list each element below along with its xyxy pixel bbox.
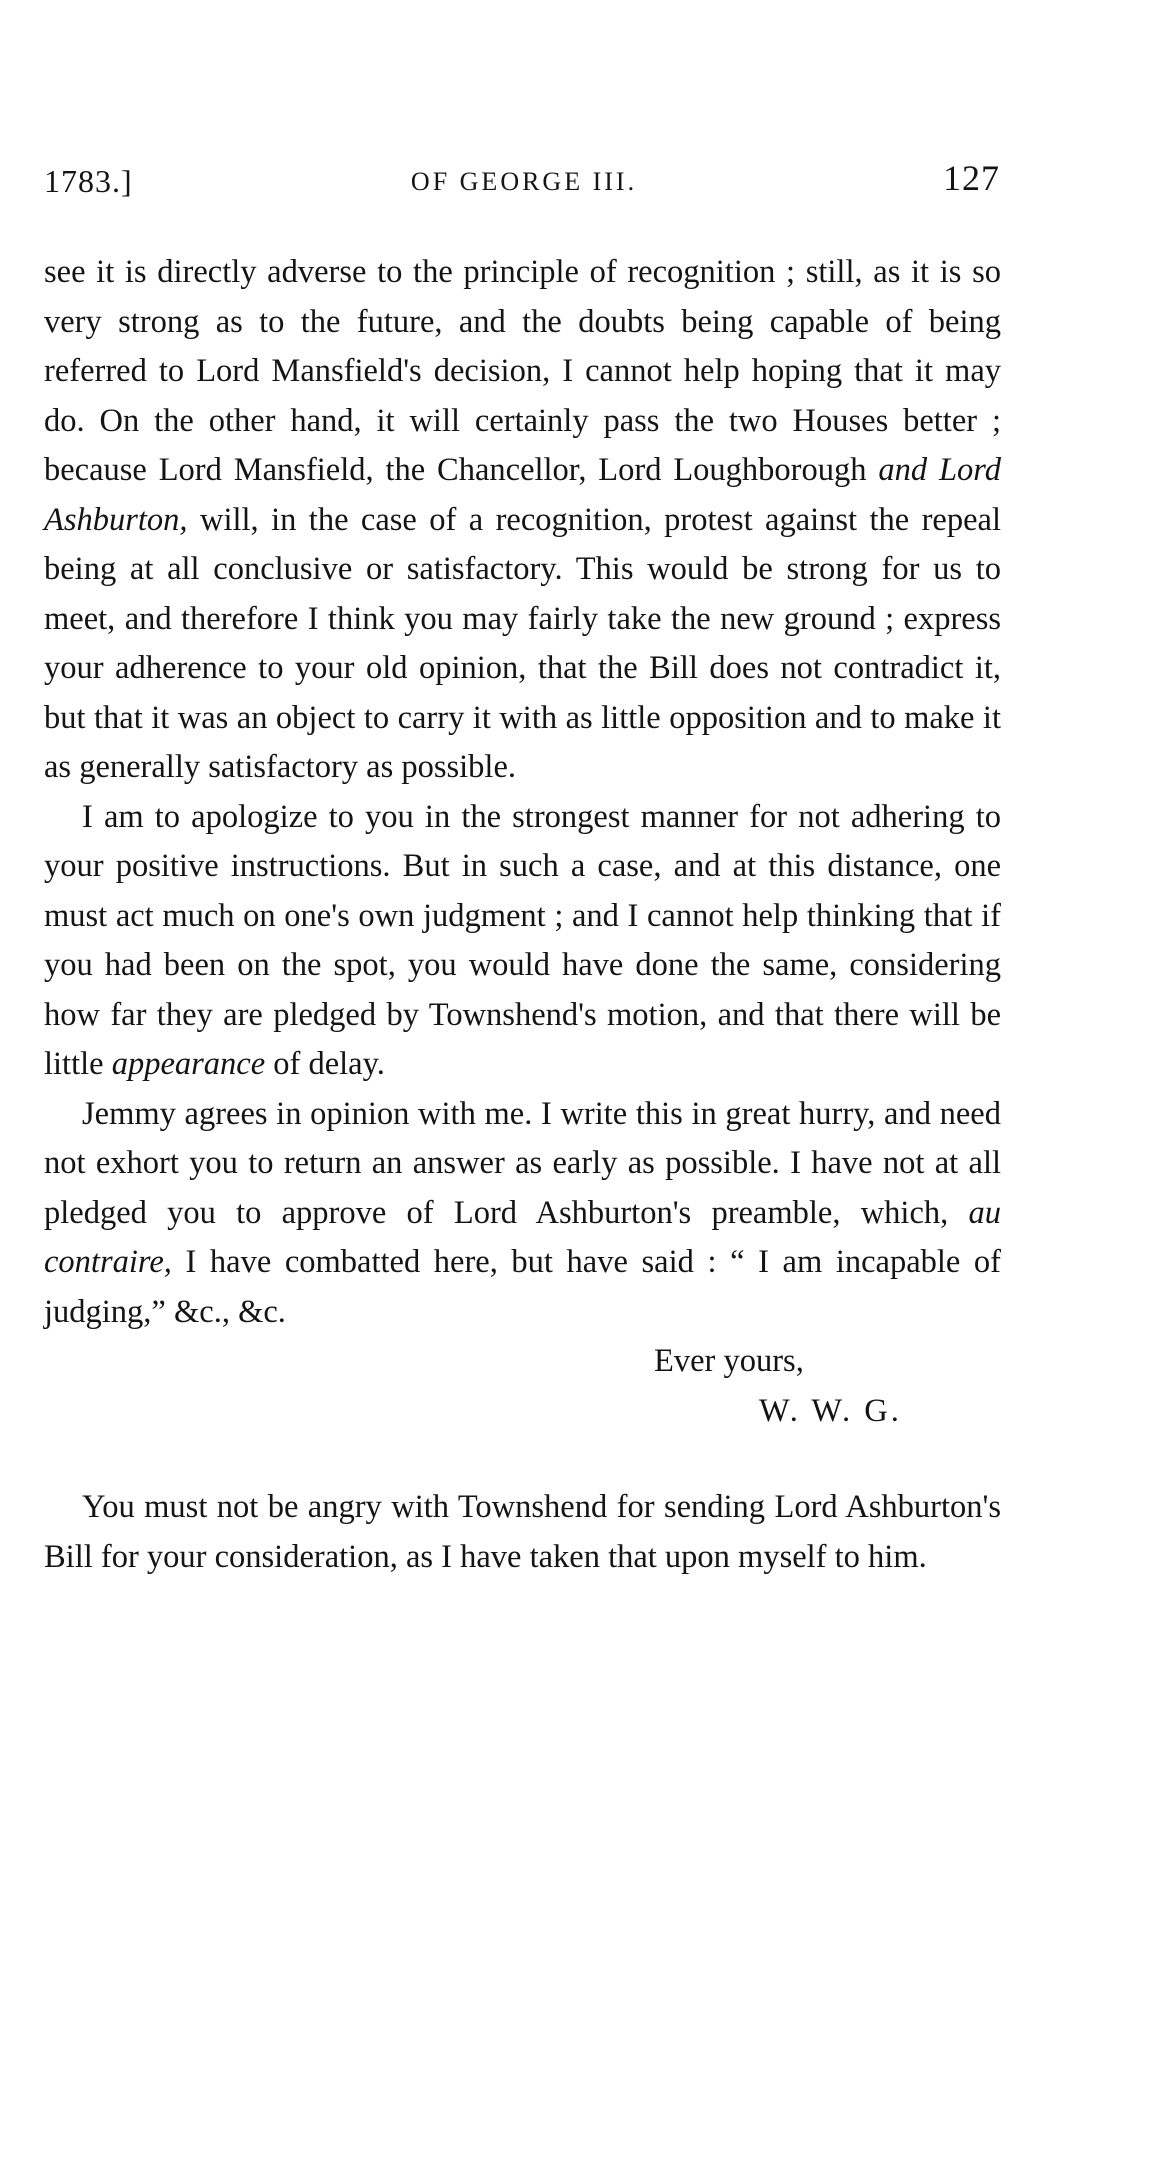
paragraph-apology	[44, 793, 1001, 1090]
paragraph-1-text-a: see it is directly adverse to the principle of recognition ; still, as it is so very strong as to the future, and the doubts being capable of being referred to Lord Mansfield's decision, I cannot help hoping that it may do. On the other hand, it will certainly pass the two Houses better ; because Lord Mansfield, the Chancellor, Lord Loughborough	[44, 254, 1001, 488]
signature: W. W. G.	[759, 1392, 902, 1429]
running-head	[44, 158, 1004, 213]
paragraph-jemmy	[44, 1090, 1001, 1338]
paragraph-3-text-a: Jemmy agrees in opinion with me. I write this in great hurry, and need not exhort you to return an answer as early as possible. I have not at all pledged you to approve of Lord Ashburton's preamble, which,	[44, 1095, 1001, 1231]
paragraph-1-text-b: will, in the case of a recognition, protest against the repeal being at all conclusive or satisfactory. This would be strong for us to meet, and therefore I think you may fairly take the new ground ; express your adherence to your old opinion, that the Bill does not contradict it, but that it was an object to carry it with as little opposition and to make it as generally satisfactory as possible.	[44, 501, 1001, 785]
page-number: 127	[943, 158, 1000, 198]
letter-closing	[44, 1337, 1001, 1436]
valediction: Ever yours,	[654, 1343, 804, 1379]
paragraph-3-text-b: I have combatted here, but have said : “ I am incapable of judging,” &c., &c.	[44, 1244, 1001, 1330]
running-head-title: OF GEORGE III.	[410, 167, 638, 196]
paragraph-continuation	[44, 248, 1001, 793]
letter-body	[44, 248, 1001, 1582]
paragraph-2-text-b: of delay.	[265, 1046, 385, 1082]
paragraph-3-italic: au contraire,	[44, 1194, 1001, 1280]
paragraph-1-italic: and Lord Ashburton,	[44, 452, 1001, 538]
paragraph-2-italic: appearance	[111, 1046, 266, 1082]
running-head-year: 1783.]	[44, 163, 133, 199]
paragraph-2-text-a: I am to apologize to you in the strongest manner for not adhering to your positive instructions. But in such a case, and at this distance, one must act much on one's own judgment ; and I cannot help thinking that if you had been on the spot, you would have done the same, considering how far they are pledged by Townshend's motion, and that there will be little	[44, 798, 1001, 1082]
postscript: You must not be angry with Townshend for sending Lord Ashburton's Bill for your consideration, as I have taken that upon myself to him.	[44, 1489, 1001, 1575]
